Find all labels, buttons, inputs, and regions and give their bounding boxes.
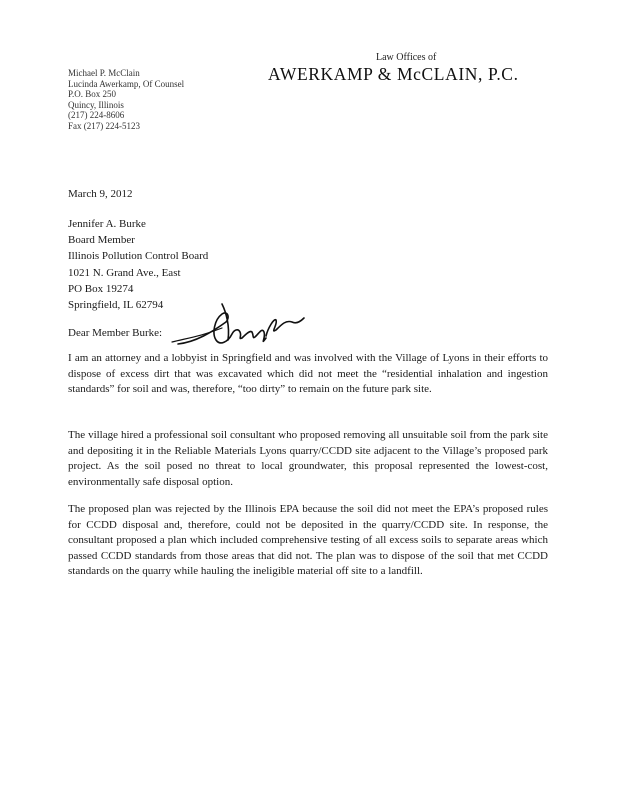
recipient-line: PO Box 19274 bbox=[68, 282, 134, 295]
firm-name: AWERKAMP & McCLAIN, P.C. bbox=[268, 64, 519, 84]
recipient-line: Illinois Pollution Control Board bbox=[68, 250, 209, 263]
body-paragraph: I am an attorney and a lobbyist in Springfield and was involved with the Village of Lyons in their efforts to dispose of excess dirt that was excavated which did not meet the “residential inhalation and ingestion standards” for soil and was, therefore, “too dirty” to remain on the future park site. bbox=[68, 352, 548, 396]
sender-line: P.O. Box 250 bbox=[68, 89, 117, 99]
recipient-line: 1021 N. Grand Ave., East bbox=[68, 266, 181, 279]
sender-line: Fax (217) 224-5123 bbox=[68, 120, 140, 131]
letter-date: March 9, 2012 bbox=[68, 188, 133, 200]
recipient-line: Board Member bbox=[68, 234, 135, 247]
recipient-line: Springfield, IL 62794 bbox=[68, 299, 164, 312]
salutation: Dear Member Burke: bbox=[68, 327, 163, 339]
body-paragraph: The village hired a professional soil consultant who proposed removing all unsuitable soil from the park site and depositing it in the Reliable Materials Lyons quarry/CCDD site adjacent to the Village’s proposed park project. As the soil posed no threat to local groundwater, this proposal represented the lowest-cost, environmentally safe disposal option. bbox=[68, 429, 548, 488]
sender-line: Lucinda Awerkamp, Of Counsel bbox=[68, 78, 185, 89]
sender-block bbox=[68, 68, 184, 131]
body-paragraph: The proposed plan was rejected by the Illinois EPA because the soil did not meet the EPA’s proposed rules for CCDD disposal and, therefore, could not be deposited in the quarry/CCDD site. In response, the consultant proposed a plan which included comprehensive testing of all excess soils to separate areas which passed CCDD standards from those areas that did not. The plan was to dispose of the soil that met CCDD standards on the quarry while hauling the ineligible material off site to a landfill. bbox=[68, 503, 548, 578]
recipient-line: Jennifer A. Burke bbox=[68, 218, 146, 230]
firm-subtitle: Law Offices of bbox=[376, 52, 437, 63]
sender-line: Quincy, Illinois bbox=[68, 99, 124, 110]
sender-line: Michael P. McClain bbox=[68, 68, 140, 78]
sender-line: (217) 224-8606 bbox=[68, 110, 125, 120]
